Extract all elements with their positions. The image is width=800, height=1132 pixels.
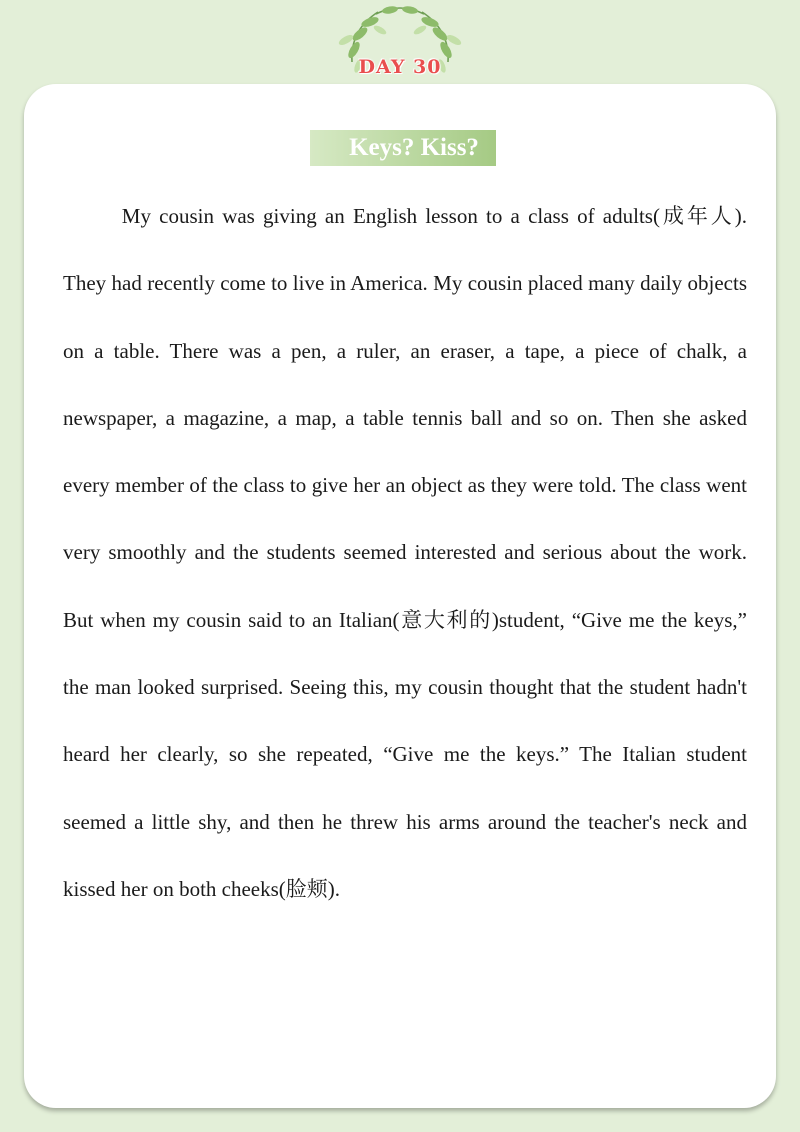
- passage-text: My cousin was giving an English lesson to a class of adults(成年人). They had recently come to live in America. My cousin placed many daily objects on a table. There was a pen, a ruler, an eraser, a tape, a piece of chalk, a newspaper, a magazine, a map, a table tennis ball and so on. Then she asked every member of the class to give her an object as they were told. The class went very smoothly and the students seemed interested and serious about the work. But when my cousin said to an Italian(意大利的)student, “Give me the keys,” the man looked surprised. Seeing this, my cousin thought that the student hadn't heard her clearly, so she repeated, “Give me the keys.” The Italian student seemed a little shy, and then he threw his arms around the teacher's neck and kissed her on both cheeks(脸颊).: [63, 204, 747, 901]
- content-card: [24, 84, 776, 1108]
- page-title: Keys? Kiss?: [349, 134, 479, 161]
- day-badge: [330, 0, 470, 90]
- day-label: DAY 30: [358, 56, 442, 78]
- title-banner: [310, 130, 496, 166]
